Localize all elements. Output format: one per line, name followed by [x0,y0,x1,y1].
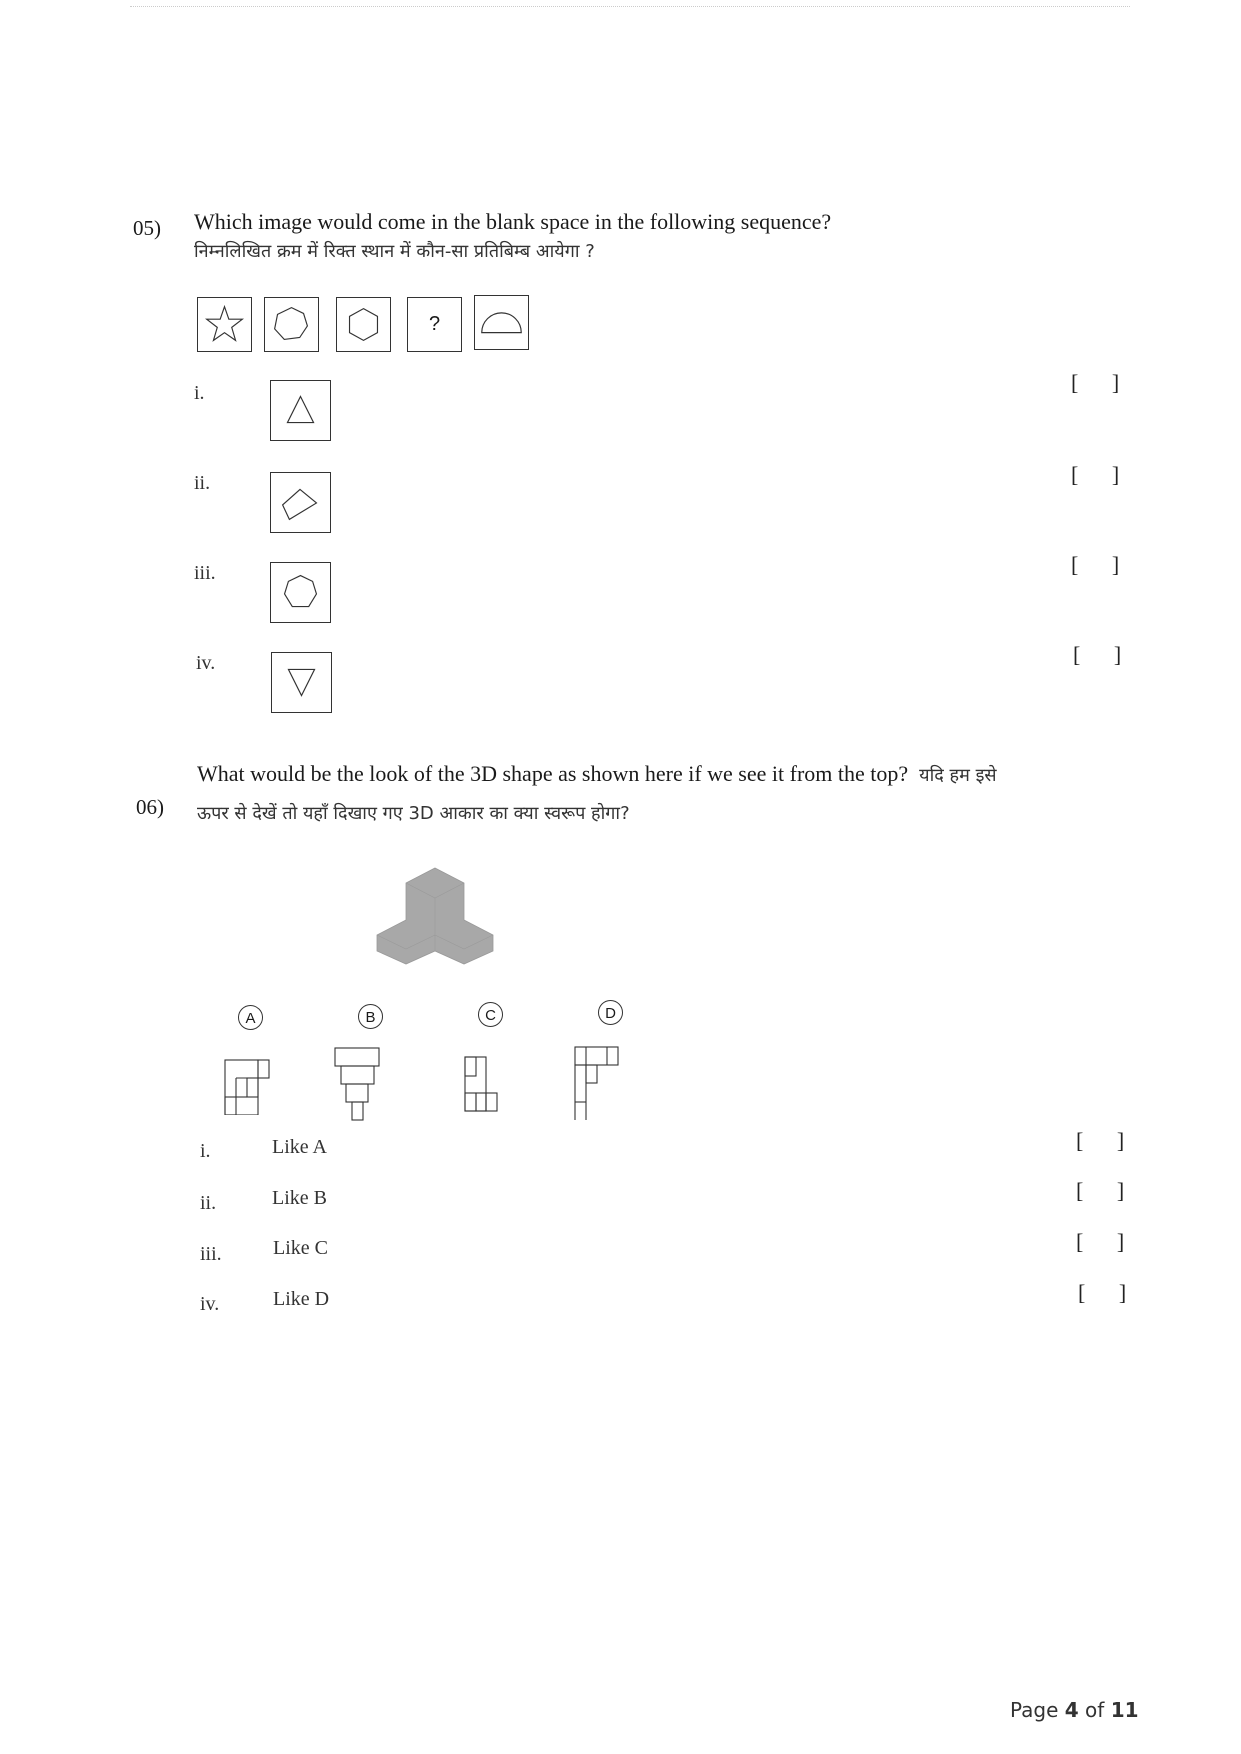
quadrilateral-icon [271,473,330,532]
option-label: iii. [194,562,216,584]
question-text-hindi-part1: यदि हम इसे [919,765,997,786]
figure-label-c: C [478,1002,503,1027]
sequence-blank [407,297,462,352]
question-text-english: What would be the look of the 3D shape as shown here if we see it from the top? यदि हम इसे [197,761,997,786]
top-view-d-icon [565,1040,645,1120]
question-text-hindi-part2: ऊपर से देखें तो यहाँ दिखाए गए 3D आकार का क्या स्वरूप होगा? [197,803,630,824]
question-text-hindi: निम्नलिखित क्रम में रिक्त स्थान में कौन-सा प्रतिबिम्ब आयेगा ? [194,241,595,262]
triangle-icon [271,381,330,440]
answer-box[interactable]: [ ] [1071,552,1134,577]
heptagon-icon [271,563,330,622]
question-number: 05) [133,216,161,240]
option-iii-figure[interactable] [270,562,331,623]
scan-edge-line [130,6,1130,7]
answer-box[interactable]: [ ] [1076,1128,1139,1153]
option-text: Like B [272,1187,327,1209]
top-view-b-icon [330,1040,410,1125]
option-label: iii. [200,1243,222,1265]
isometric-cubes-icon [373,865,498,965]
page-number: Page 4 of 11 [1010,1698,1139,1722]
sequence-hexagon [336,297,391,352]
answer-box[interactable]: [ ] [1071,462,1134,487]
question-number: 06) [136,795,164,819]
answer-box[interactable]: [ ] [1073,642,1136,667]
option-iv-figure[interactable] [271,652,332,713]
semicircle-icon [475,296,528,349]
answer-box[interactable]: [ ] [1076,1229,1139,1254]
hexagon-icon [337,298,390,351]
sequence-heptagon [264,297,319,352]
question-text-english: Which image would come in the blank space in the following sequence? [194,209,832,234]
answer-box[interactable]: [ ] [1071,370,1134,395]
option-label: i. [200,1140,211,1162]
sequence-semicircle [474,295,529,350]
3d-shape-figure [373,865,498,965]
option-i-figure[interactable] [270,380,331,441]
option-label: ii. [194,472,211,494]
top-view-c-icon [450,1040,530,1120]
option-label: iv. [200,1293,220,1315]
figure-label-b: B [358,1004,383,1029]
option-text: Like A [272,1136,327,1158]
question-mark: ? [428,313,441,335]
sequence-star [197,297,252,352]
star-icon [198,298,251,351]
figure-label-d: D [598,1000,623,1025]
answer-box[interactable]: [ ] [1078,1280,1141,1305]
figure-label-a: A [238,1005,263,1030]
option-text: Like C [273,1237,328,1259]
inverted-triangle-icon [272,653,331,712]
option-label: i. [194,382,205,404]
option-label: ii. [200,1192,217,1214]
option-ii-figure[interactable] [270,472,331,533]
heptagon-icon [265,298,318,351]
option-label: iv. [196,652,216,674]
option-text: Like D [273,1288,330,1310]
top-view-a-icon [220,1040,290,1115]
answer-box[interactable]: [ ] [1076,1178,1139,1203]
